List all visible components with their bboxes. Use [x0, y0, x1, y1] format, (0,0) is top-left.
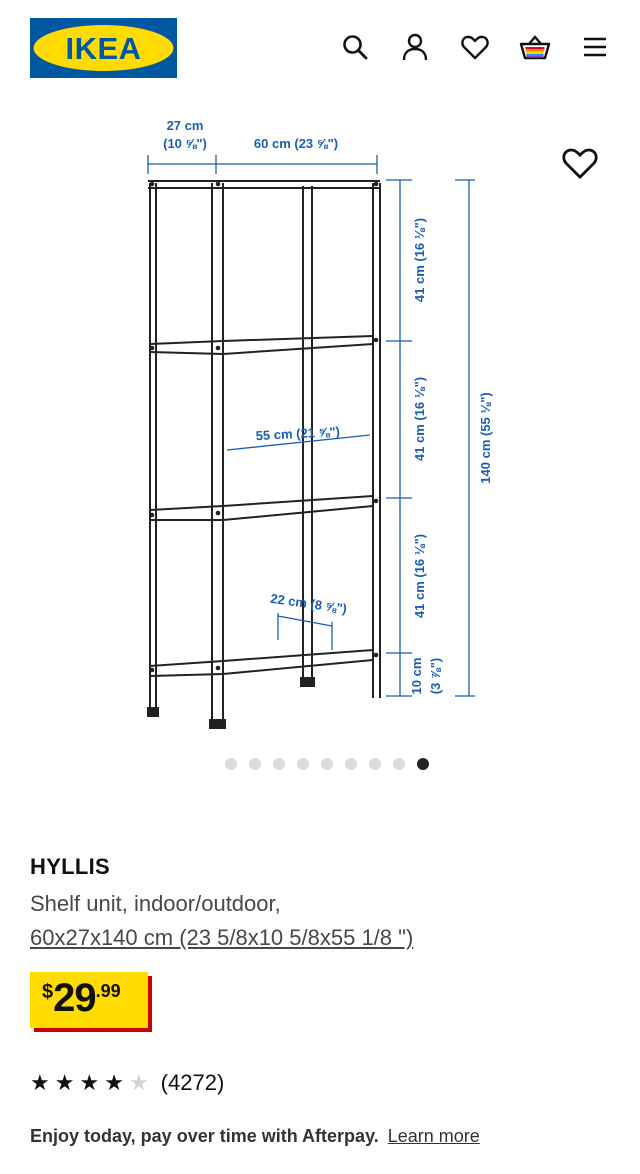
bottom-gap-label: 10 cm — [409, 657, 424, 695]
shelf-gap-label-1: 41 cm (16 ⅛") — [412, 217, 427, 303]
site-header — [0, 0, 640, 96]
price-box — [30, 972, 148, 1028]
price-currency: $ — [42, 981, 54, 1003]
ikea-logo[interactable] — [30, 18, 177, 78]
rating-stars — [30, 1072, 149, 1094]
svg-text:IKEA: IKEA — [65, 31, 142, 66]
product-info — [30, 852, 610, 954]
carousel-dot[interactable] — [345, 758, 357, 770]
add-to-favorites-icon[interactable] — [562, 145, 598, 181]
total-height-label: 140 cm (55 ⅛") — [478, 392, 493, 484]
shelf-gap-label-3: 41 cm (16 ⅛") — [412, 533, 427, 619]
price-tag — [30, 972, 148, 1028]
price-decimal: .99 — [95, 981, 121, 1001]
search-icon[interactable] — [338, 30, 372, 64]
review-count: (4272) — [160, 1070, 225, 1095]
width-label: 60 cm (23 ⅝") — [253, 136, 339, 151]
star-filled-icon: ★ — [30, 1070, 50, 1095]
bottom-gap-inches-label: (3 ⅞") — [428, 657, 443, 695]
afterpay-learn-more-link[interactable]: Learn more — [387, 1126, 480, 1146]
product-dimension-image[interactable] — [130, 108, 510, 738]
product-measurements-link[interactable]: 60x27x140 cm (23 5/8x10 5/8x55 1/8 ") — [30, 925, 414, 950]
star-empty-icon: ★ — [128, 1070, 149, 1095]
carousel-dot[interactable] — [225, 758, 237, 770]
depth-inches-label: (10 ⅝") — [163, 136, 207, 151]
carousel-dot[interactable] — [273, 758, 285, 770]
account-icon[interactable] — [398, 30, 432, 64]
inner-width-label: 55 cm (21 ⅝") — [255, 423, 341, 444]
depth-label: 27 cm — [166, 118, 204, 133]
star-filled-icon: ★ — [79, 1070, 100, 1095]
star-filled-icon: ★ — [54, 1070, 75, 1095]
carousel-dot[interactable] — [297, 758, 309, 770]
price-integer: 29 — [53, 976, 96, 1020]
menu-icon[interactable] — [578, 30, 612, 64]
carousel-dot[interactable] — [393, 758, 405, 770]
product-name: HYLLIS — [30, 854, 111, 879]
carousel-dot[interactable] — [369, 758, 381, 770]
carousel-dot[interactable] — [321, 758, 333, 770]
afterpay-text: Enjoy today, pay over time with Afterpay. — [30, 1126, 379, 1146]
image-carousel-dots — [0, 758, 640, 776]
carousel-dot[interactable] — [417, 758, 429, 770]
product-rating[interactable] — [30, 1070, 224, 1096]
heart-icon[interactable] — [458, 30, 492, 64]
shelf-depth-label: 22 cm (8 ⅝") — [269, 590, 348, 617]
product-description: Shelf unit, indoor/outdoor, — [30, 891, 281, 916]
star-filled-icon: ★ — [104, 1070, 124, 1095]
basket-icon[interactable] — [518, 30, 552, 64]
shelf-gap-label-2: 41 cm (16 ⅛") — [412, 376, 427, 462]
afterpay-promo — [30, 1126, 480, 1147]
carousel-dot[interactable] — [249, 758, 261, 770]
